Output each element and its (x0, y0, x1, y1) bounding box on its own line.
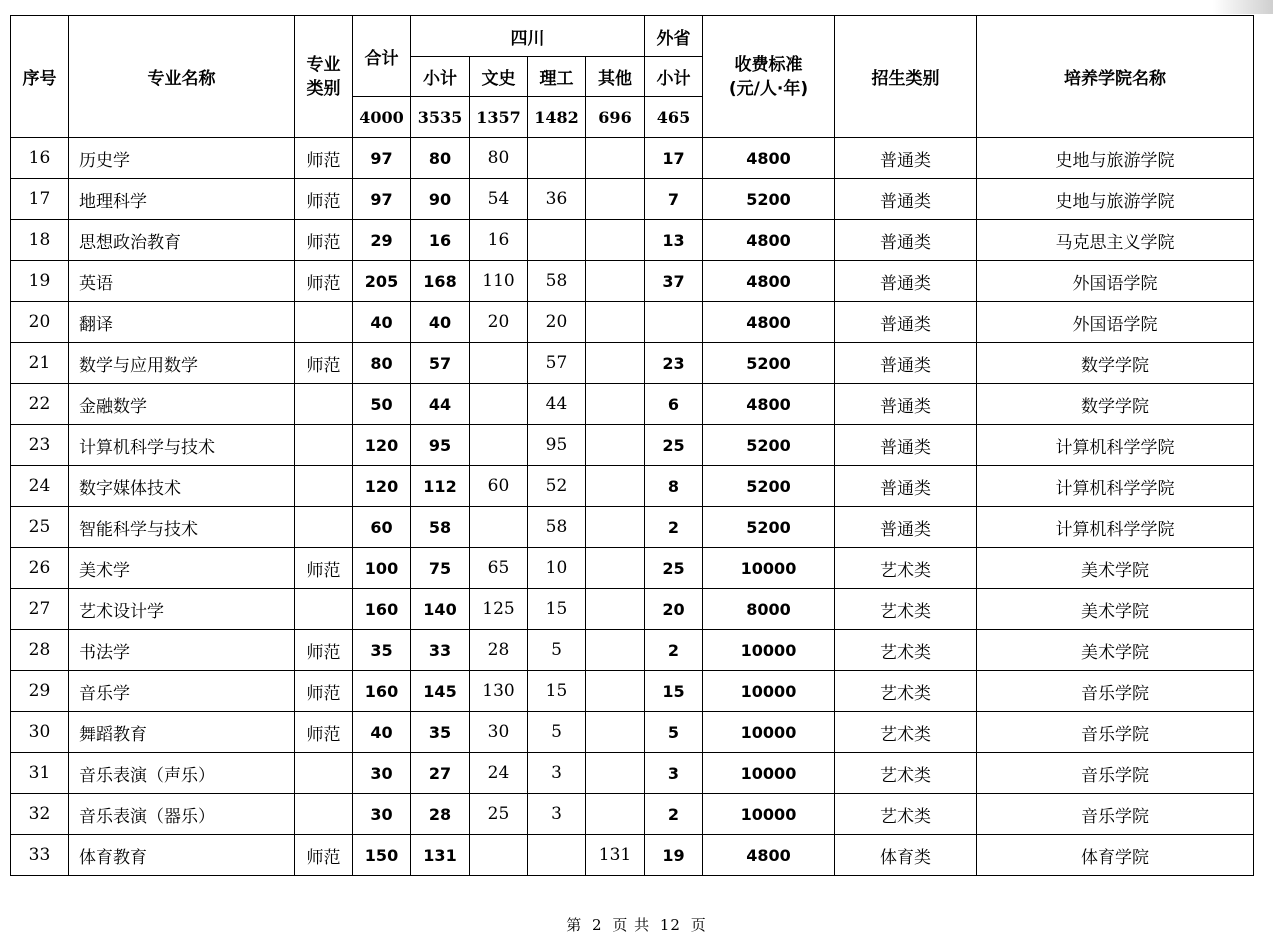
cell-major: 美术学 (69, 548, 295, 589)
cell-total: 29 (353, 220, 411, 261)
cell-seq: 31 (11, 753, 69, 794)
cell-fee: 10000 (703, 671, 835, 712)
cell-outside: 15 (645, 671, 703, 712)
cell-major: 地理科学 (69, 179, 295, 220)
cell-seq: 25 (11, 507, 69, 548)
table-row (11, 630, 1254, 671)
cell-other (586, 589, 645, 630)
cell-science: 20 (528, 302, 586, 343)
cell-sc-subtotal: 131 (411, 835, 470, 876)
cell-fee: 10000 (703, 712, 835, 753)
cell-college: 美术学院 (977, 630, 1254, 671)
cell-sc-subtotal: 140 (411, 589, 470, 630)
cell-fee: 10000 (703, 794, 835, 835)
cell-other (586, 466, 645, 507)
cell-arts: 65 (470, 548, 528, 589)
cell-college: 数学学院 (977, 343, 1254, 384)
cell-other: 131 (586, 835, 645, 876)
cell-college: 美术学院 (977, 548, 1254, 589)
cell-fee: 10000 (703, 630, 835, 671)
cell-enroll: 普通类 (835, 261, 977, 302)
cell-fee: 5200 (703, 425, 835, 466)
header-sichuan: 四川 (411, 16, 645, 57)
cell-total: 30 (353, 794, 411, 835)
cell-sc-subtotal: 95 (411, 425, 470, 466)
cell-type: 师范 (295, 138, 353, 179)
cell-major: 数学与应用数学 (69, 343, 295, 384)
cell-major: 体育教育 (69, 835, 295, 876)
cell-outside (645, 302, 703, 343)
cell-major: 金融数学 (69, 384, 295, 425)
cell-outside: 37 (645, 261, 703, 302)
cell-major: 英语 (69, 261, 295, 302)
cell-total: 120 (353, 425, 411, 466)
cell-enroll: 艺术类 (835, 548, 977, 589)
cell-science: 52 (528, 466, 586, 507)
cell-enroll: 普通类 (835, 425, 977, 466)
header-fee-label (729, 53, 808, 101)
cell-science: 44 (528, 384, 586, 425)
cell-outside: 19 (645, 835, 703, 876)
cell-seq: 26 (11, 548, 69, 589)
cell-outside: 7 (645, 179, 703, 220)
cell-total: 160 (353, 589, 411, 630)
cell-science: 3 (528, 753, 586, 794)
cell-type: 师范 (295, 712, 353, 753)
cell-arts (470, 835, 528, 876)
cell-fee: 4800 (703, 261, 835, 302)
table-row (11, 507, 1254, 548)
cell-college: 音乐学院 (977, 753, 1254, 794)
cell-fee: 8000 (703, 589, 835, 630)
table-row (11, 466, 1254, 507)
cell-type: 师范 (295, 630, 353, 671)
page-footer (0, 914, 1273, 935)
cell-other (586, 384, 645, 425)
cell-other (586, 671, 645, 712)
cell-sc-subtotal: 112 (411, 466, 470, 507)
cell-other (586, 138, 645, 179)
cell-science: 95 (528, 425, 586, 466)
cell-seq: 30 (11, 712, 69, 753)
cell-college: 马克思主义学院 (977, 220, 1254, 261)
cell-sc-subtotal: 33 (411, 630, 470, 671)
header-enroll: 招生类别 (835, 16, 977, 138)
cell-outside: 20 (645, 589, 703, 630)
cell-outside: 2 (645, 630, 703, 671)
footer-prefix: 第 (566, 916, 583, 934)
cell-arts (470, 384, 528, 425)
cell-fee: 5200 (703, 179, 835, 220)
cell-total: 60 (353, 507, 411, 548)
cell-enroll: 艺术类 (835, 630, 977, 671)
cell-enroll: 普通类 (835, 507, 977, 548)
cell-arts: 80 (470, 138, 528, 179)
cell-fee: 5200 (703, 466, 835, 507)
cell-college: 音乐学院 (977, 712, 1254, 753)
cell-arts: 60 (470, 466, 528, 507)
cell-major: 音乐学 (69, 671, 295, 712)
footer-mid: 页 共 (612, 916, 651, 934)
cell-science (528, 138, 586, 179)
cell-enroll: 艺术类 (835, 794, 977, 835)
cell-fee: 10000 (703, 548, 835, 589)
sum-sc: 3535 (411, 97, 470, 138)
cell-enroll: 普通类 (835, 179, 977, 220)
table-row (11, 384, 1254, 425)
cell-outside: 2 (645, 794, 703, 835)
table-row (11, 425, 1254, 466)
cell-total: 160 (353, 671, 411, 712)
header-out-subtotal: 小计 (645, 57, 703, 97)
header-college: 培养学院名称 (977, 16, 1254, 138)
cell-outside: 25 (645, 425, 703, 466)
cell-sc-subtotal: 58 (411, 507, 470, 548)
cell-major: 数字媒体技术 (69, 466, 295, 507)
cell-sc-subtotal: 44 (411, 384, 470, 425)
cell-enroll: 艺术类 (835, 753, 977, 794)
cell-other (586, 425, 645, 466)
cell-type (295, 507, 353, 548)
cell-enroll: 艺术类 (835, 671, 977, 712)
cell-total: 40 (353, 712, 411, 753)
cell-arts: 28 (470, 630, 528, 671)
cell-sc-subtotal: 57 (411, 343, 470, 384)
cell-college: 计算机科学学院 (977, 507, 1254, 548)
cell-type: 师范 (295, 835, 353, 876)
cell-arts: 110 (470, 261, 528, 302)
sum-outside: 465 (645, 97, 703, 138)
cell-science: 36 (528, 179, 586, 220)
cell-seq: 29 (11, 671, 69, 712)
cell-science (528, 835, 586, 876)
header-arts: 文史 (470, 57, 528, 97)
cell-outside: 3 (645, 753, 703, 794)
cell-outside: 5 (645, 712, 703, 753)
cell-college: 史地与旅游学院 (977, 138, 1254, 179)
cell-college: 计算机科学学院 (977, 466, 1254, 507)
table-row (11, 835, 1254, 876)
cell-seq: 16 (11, 138, 69, 179)
cell-sc-subtotal: 168 (411, 261, 470, 302)
cell-arts: 54 (470, 179, 528, 220)
sum-other: 696 (586, 97, 645, 138)
cell-seq: 19 (11, 261, 69, 302)
cell-science: 5 (528, 630, 586, 671)
cell-total: 35 (353, 630, 411, 671)
cell-arts: 25 (470, 794, 528, 835)
cell-outside: 8 (645, 466, 703, 507)
cell-science: 5 (528, 712, 586, 753)
cell-science: 15 (528, 671, 586, 712)
cell-seq: 27 (11, 589, 69, 630)
cell-major: 舞蹈教育 (69, 712, 295, 753)
cell-fee: 4800 (703, 138, 835, 179)
cell-college: 外国语学院 (977, 302, 1254, 343)
cell-other (586, 220, 645, 261)
cell-type: 师范 (295, 343, 353, 384)
cell-type (295, 384, 353, 425)
cell-other (586, 712, 645, 753)
sum-arts: 1357 (470, 97, 528, 138)
cell-total: 50 (353, 384, 411, 425)
cell-total: 30 (353, 753, 411, 794)
header-seq: 序号 (11, 16, 69, 138)
table-body (11, 138, 1254, 876)
table-row (11, 671, 1254, 712)
cell-sc-subtotal: 145 (411, 671, 470, 712)
header-science: 理工 (528, 57, 586, 97)
sum-total: 4000 (353, 97, 411, 138)
cell-arts (470, 425, 528, 466)
cell-type: 师范 (295, 671, 353, 712)
header-other: 其他 (586, 57, 645, 97)
cell-outside: 13 (645, 220, 703, 261)
table-row (11, 753, 1254, 794)
cell-outside: 2 (645, 507, 703, 548)
cell-fee: 5200 (703, 343, 835, 384)
cell-enroll: 体育类 (835, 835, 977, 876)
cell-type: 师范 (295, 179, 353, 220)
cell-seq: 22 (11, 384, 69, 425)
cell-college: 音乐学院 (977, 671, 1254, 712)
footer-suffix: 页 (690, 916, 707, 934)
table-row (11, 548, 1254, 589)
cell-type (295, 794, 353, 835)
cell-college: 体育学院 (977, 835, 1254, 876)
cell-sc-subtotal: 80 (411, 138, 470, 179)
cell-total: 120 (353, 466, 411, 507)
table-row (11, 302, 1254, 343)
cell-total: 80 (353, 343, 411, 384)
cell-outside: 25 (645, 548, 703, 589)
cell-total: 100 (353, 548, 411, 589)
cell-outside: 6 (645, 384, 703, 425)
cell-college: 美术学院 (977, 589, 1254, 630)
sum-science: 1482 (528, 97, 586, 138)
cell-type (295, 302, 353, 343)
cell-college: 数学学院 (977, 384, 1254, 425)
cell-total: 97 (353, 179, 411, 220)
cell-arts: 30 (470, 712, 528, 753)
cell-other (586, 179, 645, 220)
table-row (11, 343, 1254, 384)
cell-sc-subtotal: 28 (411, 794, 470, 835)
cell-college: 计算机科学学院 (977, 425, 1254, 466)
cell-total: 40 (353, 302, 411, 343)
table-row (11, 794, 1254, 835)
cell-sc-subtotal: 90 (411, 179, 470, 220)
header-fee-title: 收费标准 (734, 54, 803, 75)
cell-major: 翻译 (69, 302, 295, 343)
cell-sc-subtotal: 27 (411, 753, 470, 794)
cell-arts (470, 507, 528, 548)
cell-arts: 20 (470, 302, 528, 343)
cell-type (295, 589, 353, 630)
cell-science: 10 (528, 548, 586, 589)
header-outside: 外省 (645, 16, 703, 57)
header-type-label: 专业类别 (306, 54, 341, 99)
cell-fee: 5200 (703, 507, 835, 548)
cell-enroll: 普通类 (835, 343, 977, 384)
header-fee-unit: (元/人·年) (728, 78, 809, 99)
cell-total: 205 (353, 261, 411, 302)
cell-other (586, 302, 645, 343)
cell-outside: 17 (645, 138, 703, 179)
enrollment-plan-table (10, 15, 1254, 876)
cell-seq: 32 (11, 794, 69, 835)
cell-enroll: 艺术类 (835, 712, 977, 753)
cell-fee: 4800 (703, 302, 835, 343)
cell-total: 97 (353, 138, 411, 179)
footer-page-number: 2 (592, 916, 603, 934)
cell-major: 智能科学与技术 (69, 507, 295, 548)
cell-arts: 16 (470, 220, 528, 261)
table-row (11, 261, 1254, 302)
cell-college: 音乐学院 (977, 794, 1254, 835)
cell-arts: 24 (470, 753, 528, 794)
cell-seq: 28 (11, 630, 69, 671)
cell-major: 音乐表演（声乐） (69, 753, 295, 794)
table-row (11, 220, 1254, 261)
table-row (11, 179, 1254, 220)
cell-sc-subtotal: 40 (411, 302, 470, 343)
cell-type: 师范 (295, 261, 353, 302)
cell-seq: 24 (11, 466, 69, 507)
cell-other (586, 753, 645, 794)
cell-major: 历史学 (69, 138, 295, 179)
cell-major: 音乐表演（器乐） (69, 794, 295, 835)
cell-major: 艺术设计学 (69, 589, 295, 630)
cell-enroll: 普通类 (835, 302, 977, 343)
corner-shadow (1213, 0, 1273, 14)
footer-page-total: 12 (659, 916, 681, 934)
cell-arts (470, 343, 528, 384)
cell-type (295, 753, 353, 794)
header-total: 合计 (353, 16, 411, 97)
header-fee (703, 16, 835, 138)
cell-outside: 23 (645, 343, 703, 384)
cell-seq: 17 (11, 179, 69, 220)
cell-enroll: 普通类 (835, 220, 977, 261)
cell-type (295, 425, 353, 466)
cell-sc-subtotal: 16 (411, 220, 470, 261)
cell-other (586, 548, 645, 589)
cell-sc-subtotal: 75 (411, 548, 470, 589)
cell-major: 书法学 (69, 630, 295, 671)
table-row (11, 589, 1254, 630)
header-major: 专业名称 (69, 16, 295, 138)
table-row (11, 138, 1254, 179)
cell-enroll: 艺术类 (835, 589, 977, 630)
cell-other (586, 630, 645, 671)
cell-college: 史地与旅游学院 (977, 179, 1254, 220)
table-row (11, 712, 1254, 753)
cell-type: 师范 (295, 548, 353, 589)
cell-seq: 18 (11, 220, 69, 261)
cell-science: 15 (528, 589, 586, 630)
cell-seq: 20 (11, 302, 69, 343)
cell-sc-subtotal: 35 (411, 712, 470, 753)
cell-type: 师范 (295, 220, 353, 261)
cell-other (586, 507, 645, 548)
cell-enroll: 普通类 (835, 466, 977, 507)
cell-science (528, 220, 586, 261)
cell-fee: 4800 (703, 220, 835, 261)
cell-fee: 10000 (703, 753, 835, 794)
cell-science: 58 (528, 507, 586, 548)
cell-seq: 23 (11, 425, 69, 466)
cell-other (586, 261, 645, 302)
header-type (295, 16, 353, 138)
cell-other (586, 343, 645, 384)
cell-major: 思想政治教育 (69, 220, 295, 261)
cell-science: 3 (528, 794, 586, 835)
cell-seq: 21 (11, 343, 69, 384)
cell-fee: 4800 (703, 835, 835, 876)
cell-fee: 4800 (703, 384, 835, 425)
cell-arts: 125 (470, 589, 528, 630)
cell-other (586, 794, 645, 835)
cell-total: 150 (353, 835, 411, 876)
cell-enroll: 普通类 (835, 384, 977, 425)
cell-major: 计算机科学与技术 (69, 425, 295, 466)
cell-arts: 130 (470, 671, 528, 712)
cell-science: 57 (528, 343, 586, 384)
cell-science: 58 (528, 261, 586, 302)
cell-college: 外国语学院 (977, 261, 1254, 302)
cell-enroll: 普通类 (835, 138, 977, 179)
cell-type (295, 466, 353, 507)
header-sc-subtotal: 小计 (411, 57, 470, 97)
table-header (11, 16, 1254, 138)
cell-seq: 33 (11, 835, 69, 876)
